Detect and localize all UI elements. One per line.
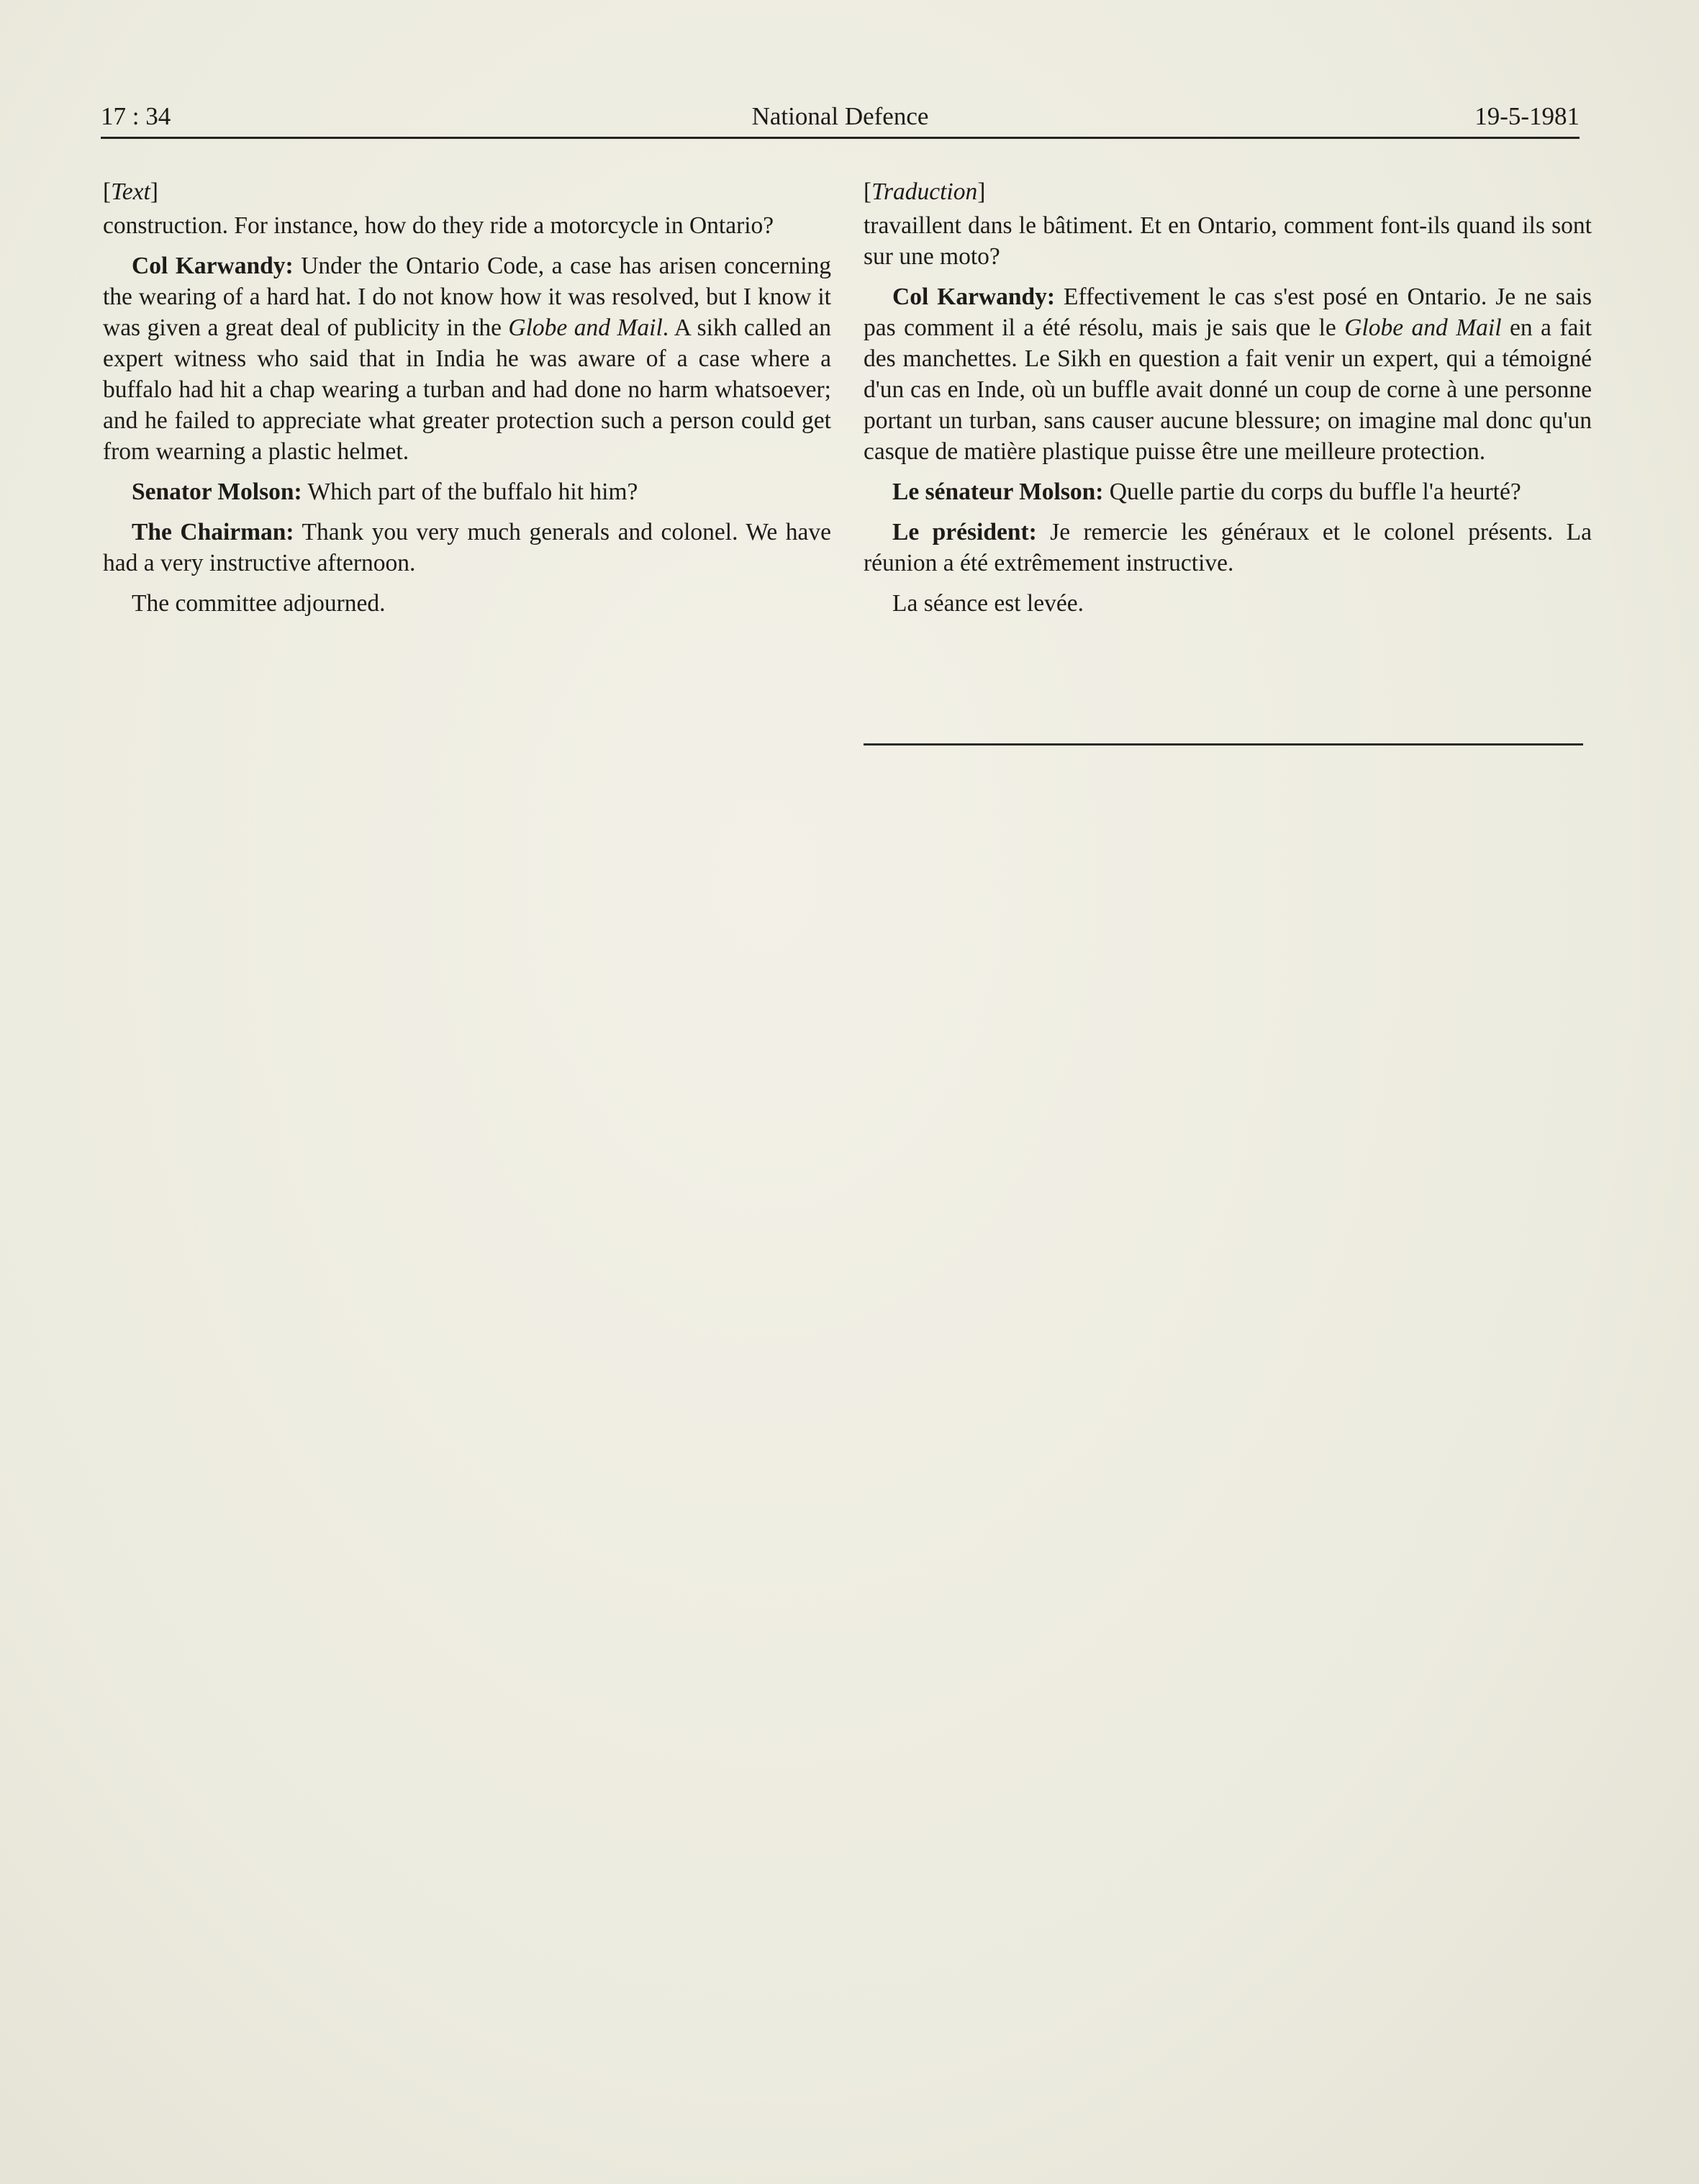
english-column: [103, 176, 831, 628]
end-rule: [864, 743, 1583, 746]
speaker-name: Le président:: [892, 519, 1037, 545]
paragraph-molson: Senator Molson: Which part of the buffalo hit him?: [132, 479, 638, 505]
paragraph-karwandy: Col Karwandy: Effectivement le cas s'est posé en Ontario. Je ne sais pas comment il a été résolu, mais je sais que le Globe and Mail en a fait des manchettes. Le Sikh en question a fait venir un expert, qui a témoigné d'un cas en Inde, où un buffle avait donné un coup de corne à une personne portant un turban, sans causer aucune blessure; on imagine mal donc qu'un casque de matière plastique puisse être une meilleure protection.: [864, 284, 1592, 465]
paragraph-continuation: travaillent dans le bâtiment. Et en Ontario, comment font-ils quand ils sont sur une moto?: [864, 212, 1592, 270]
paragraph-karwandy: Col Karwandy: Under the Ontario Code, a case has arisen concerning the wearing of a hard hat. I do not know how it was resolved, but I know it was given a great deal of publicity in the Globe and Mail. A sikh called an expert witness who said that in India he was aware of a case where a buffalo had hit a chap wearing a turban and had done no harm whatsoever; and he failed to appreciate what greater protection such a person could get from wearning a plastic helmet.: [103, 253, 831, 465]
header-date: 19-5-1981: [1474, 102, 1580, 130]
paragraph-adjourned: The committee adjourned.: [132, 590, 386, 617]
paragraph-adjourned: La séance est levée.: [892, 590, 1084, 617]
speaker-name: Col Karwandy:: [892, 284, 1056, 310]
speaker-name: Senator Molson:: [132, 479, 302, 505]
speaker-name: Le sénateur Molson:: [892, 479, 1104, 505]
speaker-name: The Chairman:: [132, 519, 294, 545]
newspaper-title: Globe and Mail: [508, 314, 663, 341]
paragraph-continuation: construction. For instance, how do they ride a motorcycle in Ontario?: [103, 212, 774, 239]
paragraph-chairman: The Chairman: Thank you very much generals and colonel. We have had a very instructive afternoon.: [103, 519, 831, 576]
paragraph-molson: Le sénateur Molson: Quelle partie du corps du buffle l'a heurté?: [892, 479, 1521, 505]
running-title: National Defence: [751, 102, 929, 130]
newspaper-title: Globe and Mail: [1344, 314, 1502, 341]
page-number: 17 : 34: [101, 102, 171, 130]
paragraph-president: Le président: Je remercie les généraux et le colonel présents. La réunion a été extrêmement instructive.: [864, 519, 1592, 576]
speaker-name: Col Karwandy:: [132, 253, 294, 279]
french-column: [864, 176, 1592, 628]
page-header: [101, 98, 1580, 139]
section-label-traduction: [Traduction]: [864, 178, 986, 205]
section-label-text: [Text]: [103, 178, 158, 205]
